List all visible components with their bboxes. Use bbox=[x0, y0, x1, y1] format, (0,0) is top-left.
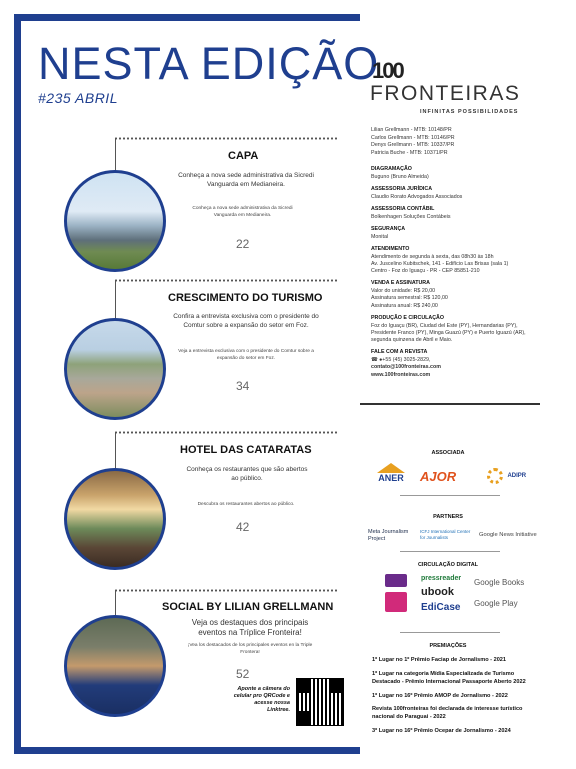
block-heading: VENDA E ASSINATURA bbox=[371, 280, 430, 287]
section-page: 42 bbox=[236, 520, 250, 534]
section-title: CAPA bbox=[228, 150, 259, 162]
google-news-logo: Google News Initiative bbox=[479, 532, 537, 538]
section-title: CRESCIMENTO DO TURISMO bbox=[168, 292, 323, 304]
digital-app-logo bbox=[385, 592, 407, 612]
brand-name: FRONTEIRAS bbox=[370, 82, 521, 105]
award-item: 1º Lugar no 16º Prêmio AMOP de Jornalismo - 2022 bbox=[372, 693, 508, 699]
partners-label: PARTNERS bbox=[433, 514, 463, 520]
block-text: Presidente Franco (PY), Minga Guazú (PY) e Puerto Iguazú (AR), bbox=[371, 329, 526, 336]
block-text: segunda quinzena de Abril e Maio. bbox=[371, 337, 453, 344]
sun-icon bbox=[487, 468, 503, 484]
block-heading: ASSESSORIA JURÍDICA bbox=[371, 186, 433, 193]
section-line bbox=[115, 432, 116, 472]
adipr-logo: ADIPR bbox=[487, 467, 526, 485]
block-heading: ASSESSORIA CONTÁBIL bbox=[371, 206, 435, 213]
block-text: Centro - Foz do Iguaçu - PR - CEP 85851-210 bbox=[371, 268, 480, 275]
page-title: NESTA EDIÇÃO bbox=[38, 38, 380, 89]
block-text: Claudio Rorato Advogados Associados bbox=[371, 193, 463, 200]
brand-tagline: INFINITAS POSSIBILIDADES bbox=[420, 109, 519, 115]
section-desc: Confira a entrevista exclusiva com o presidente do Comtur sobre a expansão do setor em Foz. bbox=[173, 313, 319, 329]
issue-number: #235 ABRIL bbox=[38, 90, 118, 106]
section-dots bbox=[114, 589, 339, 592]
block-heading: PRODUÇÃO E CIRCULAÇÃO bbox=[371, 314, 444, 321]
premiacoes-label: PREMIAÇÕES bbox=[429, 643, 467, 649]
staff-item: Lilian Grellmann - MTB: 10148/PR bbox=[371, 127, 452, 133]
qr-caption: Aponte a câmera do celular pro QRCode e acesse nossa Linktree. bbox=[233, 686, 290, 713]
section-desc: Conheça os restaurantes que são abertos ao público. bbox=[186, 466, 308, 482]
section-page: 52 bbox=[236, 667, 250, 681]
google-play-logo: Google Play bbox=[474, 599, 518, 608]
divider bbox=[400, 495, 500, 496]
aner-logo: ANER bbox=[375, 463, 407, 489]
page-border bbox=[14, 14, 21, 754]
section-page: 34 bbox=[236, 379, 250, 393]
pressreader-logo: pressreader bbox=[421, 575, 462, 582]
section-small: Veja a entrevista exclusiva com o presidente do Comtur sobre a expansão do setor em Foz. bbox=[178, 349, 314, 361]
block-text: ☎ ●+55 (45) 3025-2829, bbox=[371, 356, 431, 363]
contact-website[interactable]: www.100fronteiras.com bbox=[371, 371, 431, 378]
staff-list bbox=[371, 127, 526, 379]
google-books-logo: Google Books bbox=[474, 578, 525, 587]
section-title: SOCIAL BY LILIAN GRELLMANN bbox=[162, 601, 334, 613]
block-text: Valor do unidade: R$ 20,00 bbox=[371, 288, 436, 295]
section-small: Conheça a nova sede administrativa da Sicredi Vanguarda em Medianeira. bbox=[192, 206, 293, 218]
block-heading: SEGURANÇA bbox=[371, 226, 406, 233]
block-text: Bolkenhagen Soluções Contábeis bbox=[371, 213, 451, 220]
edicase-logo: EdiCase bbox=[421, 602, 461, 613]
block-text: Assinatura anual: R$ 240,00 bbox=[371, 302, 438, 309]
ajor-logo: AJOR bbox=[420, 469, 457, 484]
contact-email[interactable]: contato@100fronteiras.com bbox=[371, 364, 441, 371]
block-text: Assinatura semestral: R$ 120,00 bbox=[371, 295, 448, 302]
section-line bbox=[115, 138, 116, 174]
divider bbox=[360, 403, 540, 405]
qr-code[interactable] bbox=[297, 679, 343, 725]
ubook-logo: ubook bbox=[421, 586, 454, 598]
block-text: Foz do Iguaçu (BR), Ciudad del Este (PY), Hernandarias (PY), bbox=[371, 322, 518, 329]
section-small: Descubra os restaurantes abertos ao público. bbox=[197, 502, 295, 507]
section-desc: Conheça a nova sede administrativa da Sicredi Vanguarda em Medianeira. bbox=[178, 172, 314, 188]
meta-logo: Meta Journalism Project bbox=[368, 529, 409, 542]
section-image-turismo bbox=[64, 318, 166, 420]
circulacao-label: CIRCULAÇÃO DIGITAL bbox=[417, 562, 479, 568]
section-image-social bbox=[64, 615, 166, 717]
block-text: Monital bbox=[371, 233, 389, 240]
section-line bbox=[115, 280, 116, 320]
block-text: Av. Juscelino Kubitschek, 141 - Edifício Las Brisas (sala 1) bbox=[371, 260, 509, 267]
digital-app-logo bbox=[385, 574, 407, 587]
block-heading: ATENDIMENTO bbox=[371, 245, 410, 252]
block-text: Buguno (Bruno Almeida) bbox=[371, 173, 429, 180]
divider bbox=[400, 632, 500, 633]
section-page: 22 bbox=[236, 237, 250, 251]
page-top-border bbox=[14, 14, 360, 21]
award-item: 1º Lugar na categoria Mídia Especializada de Turismo Destacado - Prêmio Internacional Passaporte Aberto 2022 bbox=[372, 671, 526, 685]
page-bottom-border bbox=[14, 747, 360, 754]
section-image-hotel bbox=[64, 468, 166, 570]
associada-label: ASSOCIADA bbox=[431, 450, 465, 456]
icfj-logo: ICFJ International Center for Journalists bbox=[420, 529, 471, 540]
divider bbox=[400, 551, 500, 552]
section-dots bbox=[114, 431, 339, 434]
award-item: Revista 100fronteiras foi declarada de interesse turístico nacional do Paraguai - 2022 bbox=[372, 706, 523, 720]
staff-item: Carlos Grellmann - MTB: 10146/PR bbox=[371, 134, 455, 141]
section-title: HOTEL DAS CATARATAS bbox=[180, 444, 312, 456]
section-dots bbox=[114, 279, 339, 282]
staff-item: Patricia Buche - MTB: 10371/PR bbox=[371, 149, 448, 156]
phone-icon: ☎ ● bbox=[371, 356, 383, 363]
award-item: 1º Lugar no 1º Prêmio Faciap de Jornalismo - 2021 bbox=[372, 657, 507, 663]
award-item: 3º Lugar no 16º Prêmio Ocepar de Jornalismo - 2024 bbox=[372, 728, 511, 734]
section-image-capa bbox=[64, 170, 166, 272]
section-dots bbox=[114, 137, 339, 140]
block-text: Atendimento de segunda à sexta, das 08h30 às 18h bbox=[371, 253, 494, 260]
block-heading: DIAGRAMAÇÃO bbox=[371, 166, 412, 173]
brand-number: 100 bbox=[372, 58, 403, 83]
staff-item: Denys Grellmann - MTB: 10337/PR bbox=[371, 142, 455, 149]
section-small: ¡Vea los destacados de los principales eventos en la Triple Frontera! bbox=[187, 643, 313, 655]
section-desc: Veja os destaques dos principais eventos na Tríplice Fronteira! bbox=[191, 618, 309, 637]
block-heading: FALE COM A REVISTA bbox=[371, 349, 428, 356]
